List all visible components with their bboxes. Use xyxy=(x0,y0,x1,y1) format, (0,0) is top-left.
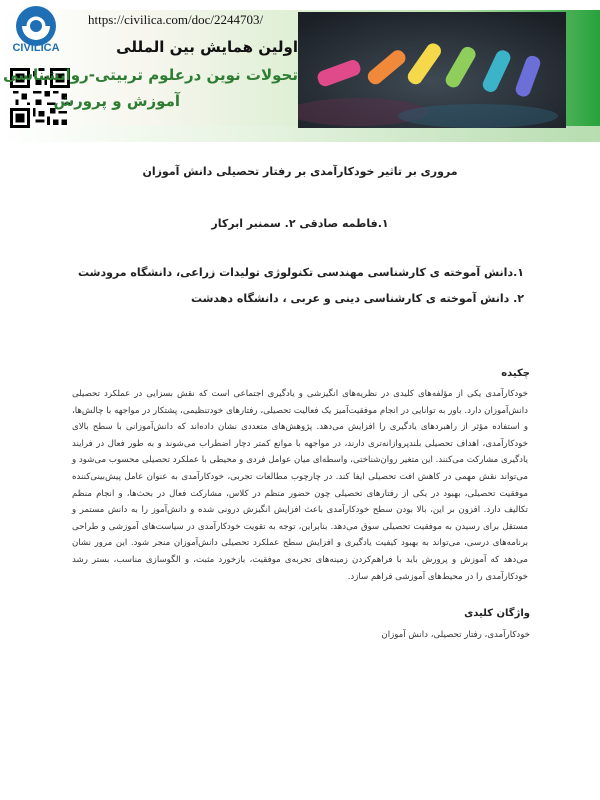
keywords-text: خودکارآمدی، رفتار تحصیلی، دانش آموزان xyxy=(381,630,530,640)
conference-title-line1: اولین همایش بین المللی xyxy=(116,38,298,56)
document-url[interactable]: https://civilica.com/doc/2244703/ xyxy=(88,12,264,27)
conference-banner xyxy=(0,0,600,146)
conference-title-line3: آموزش و پرورش xyxy=(53,92,180,110)
abstract-text: خودکارآمدی یکی از مؤلفه‌های کلیدی در نظریه‌های انگیزشی و یادگیری اجتماعی است که نقش بسزایی در عملکرد تحصیلی دانش‌آموزان دارد. باور به توانایی در انجام موفقیت‌آمیز یک فعالیت تحصیلی، رفتارهای خودتنظیمی، پشتکار در مواجهه با چالش‌ها، و استفاده مؤثر از راهبردهای یادگیری را افزایش می‌دهد. پژوهش‌های متعددی نشان داده‌اند که دانش‌آموزانی با سطح بالای خودکارآمدی، اهداف تحصیلی بلندپروازانه‌تری دارند، در مواجهه با موانع کمتر دچار اضطراب می‌شوند و به طور فعال در فرایند یادگیری مشارکت می‌کنند. این متغیر روان‌شناختی، واسطه‌ای میان عوامل فردی و محیطی با عملکرد تحصیلی محسوب می‌شود و می‌تواند نقش مهمی در کاهش افت تحصیلی ایفا کند. در چارچوب مطالعات تجربی، خودکارآمدی به عنوان عامل پیش‌بینی‌کننده موفقیت تحصیلی، بهبود در یکی از رفتارهای تحصیلی چون حضور منظم در کلاس، مشارکت فعال در بحث‌ها، و انجام منظم تکالیف دارد. افزون بر این، بالا بودن سطح خودکارآمدی باعث افزایش انگیزش درونی شده و دانش‌آموز را به دانش مستمر و مستقل برای رسیدن به موفقیت تحصیلی سوق می‌دهد. بنابراین، توجه به تقویت خودکارآمدی در سیاست‌های آموزشی و طراحی برنامه‌های درسی، می‌تواند به بهبود کیفیت یادگیری و افزایش سطح عملکرد تحصیلی دانش‌آموزان منجر شود. این مرور نشان می‌دهد که آموزش و پرورش باید با فراهم‌کردن زمینه‌های تجربه‌ی موفقیت، بازخورد مثبت، و الگوسازی مناسب، بستر رشد خودکارآمدی را در محیط‌های آموزشی فراهم سازد. xyxy=(72,389,528,582)
banner-bottom-strip xyxy=(0,126,600,142)
affiliation-2: ۲. دانش آموخته ی کارشناسی دینی و عربی ، دانشگاه دهدشت xyxy=(190,292,524,305)
abstract-heading: چکیده xyxy=(501,368,530,379)
paper-title: مروری بر تاثیر خودکارآمدی بر رفتار تحصیلی دانش آموزان xyxy=(142,165,458,178)
paper-authors: ۱.فاطمه صادقی ۲. سمنبر ابرکار xyxy=(211,217,389,230)
logo-text: CIVILICA xyxy=(12,42,60,54)
keywords-heading: واژگان کلیدی xyxy=(464,608,530,619)
affiliation-1: ۱.دانش آموخته ی کارشناسی مهندسی تکنولوژی تولیدات زراعی، دانشگاه مرودشت xyxy=(77,266,524,279)
chalk-photo xyxy=(298,12,566,128)
conference-title-line2: تحولات نوین درعلوم تربیتی-روانشناسی xyxy=(3,66,298,84)
